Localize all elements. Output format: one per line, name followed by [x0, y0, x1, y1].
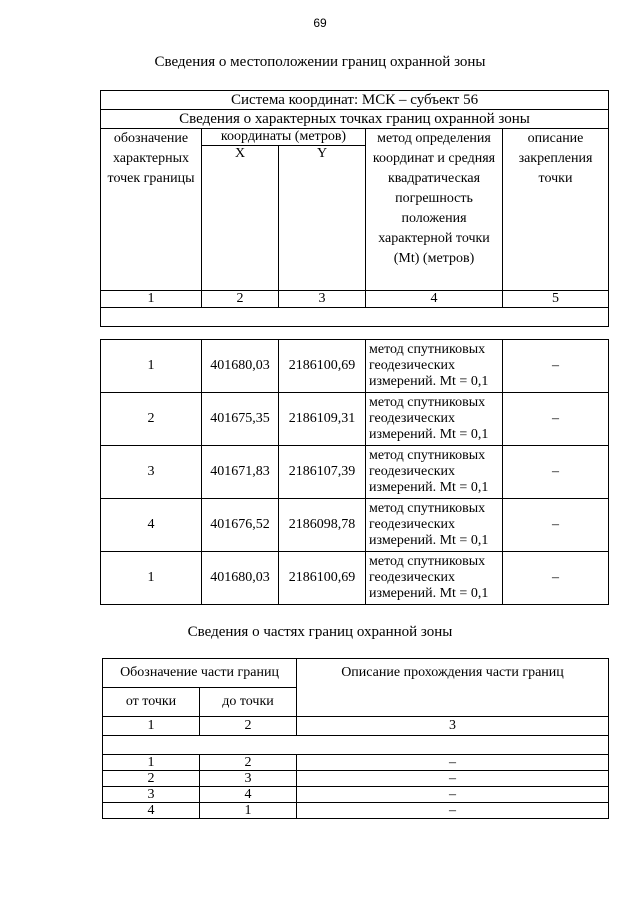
coord-y: 2186100,69	[279, 552, 366, 605]
table-row	[103, 803, 609, 819]
point-number: 2	[101, 393, 202, 446]
section-title-parts: Сведения о частях границ охранной зоны	[187, 624, 453, 640]
coord-y: 2186100,69	[279, 340, 366, 393]
spacer-row	[101, 308, 609, 327]
from-point: 1	[103, 755, 200, 771]
point-number: 1	[101, 552, 202, 605]
from-point: 4	[103, 803, 200, 819]
table-subtitle: Сведения о характерных точках границ охранной зоны	[101, 110, 609, 129]
coord-x: 401676,52	[202, 499, 279, 552]
header-y: Y	[279, 146, 366, 291]
col-number: 1	[103, 717, 200, 736]
header-point-designation: обозначение характерных точек границы	[101, 129, 202, 291]
to-point: 1	[200, 803, 297, 819]
method-text: метод спутниковых геодезических измерений. Mt = 0,1	[366, 499, 503, 552]
header-to-point: до точки	[200, 688, 297, 717]
col-number: 3	[279, 291, 366, 308]
header-from-point: от точки	[103, 688, 200, 717]
coordinates-table	[100, 90, 609, 605]
part-description: –	[297, 803, 609, 819]
coord-y: 2186109,31	[279, 393, 366, 446]
section-title-location: Сведения о местоположении границ охранной зоны	[154, 54, 486, 70]
header-method: метод определения координат и средняя квадратическая погрешность положения характерной точки (Mt) (метров)	[366, 129, 503, 291]
header-part-description: Описание прохождения части границ	[297, 659, 609, 717]
col-number: 1	[101, 291, 202, 308]
col-number: 2	[202, 291, 279, 308]
part-description: –	[297, 755, 609, 771]
col-number: 3	[297, 717, 609, 736]
from-point: 2	[103, 771, 200, 787]
table-row	[101, 446, 609, 499]
method-text: метод спутниковых геодезических измерений. Mt = 0,1	[366, 393, 503, 446]
to-point: 4	[200, 787, 297, 803]
table-row	[103, 755, 609, 771]
gap-row	[101, 327, 609, 340]
header-x: X	[202, 146, 279, 291]
point-description: –	[503, 446, 609, 499]
header-coordinates: координаты (метров)	[202, 129, 366, 146]
part-description: –	[297, 771, 609, 787]
col-number: 5	[503, 291, 609, 308]
point-number: 3	[101, 446, 202, 499]
col-number: 4	[366, 291, 503, 308]
coordinate-system: Система координат: МСК – субъект 56	[101, 91, 609, 110]
part-description: –	[297, 787, 609, 803]
table-row	[103, 787, 609, 803]
point-number: 1	[101, 340, 202, 393]
table-row	[101, 340, 609, 393]
header-part-designation: Обозначение части границ	[103, 659, 297, 688]
method-text: метод спутниковых геодезических измерений. Mt = 0,1	[366, 446, 503, 499]
point-description: –	[503, 340, 609, 393]
table-row	[103, 771, 609, 787]
point-description: –	[503, 393, 609, 446]
col-number: 2	[200, 717, 297, 736]
point-description: –	[503, 552, 609, 605]
header-description: описание закрепления точки	[503, 129, 609, 291]
point-description: –	[503, 499, 609, 552]
table-row	[101, 499, 609, 552]
coord-y: 2186107,39	[279, 446, 366, 499]
table-row	[101, 552, 609, 605]
from-point: 3	[103, 787, 200, 803]
point-number: 4	[101, 499, 202, 552]
page-number: 69	[313, 16, 327, 30]
method-text: метод спутниковых геодезических измерений. Mt = 0,1	[366, 340, 503, 393]
table-row	[101, 393, 609, 446]
method-text: метод спутниковых геодезических измерений. Mt = 0,1	[366, 552, 503, 605]
boundary-parts-table	[102, 658, 609, 819]
coord-x: 401680,03	[202, 340, 279, 393]
coord-y: 2186098,78	[279, 499, 366, 552]
coord-x: 401671,83	[202, 446, 279, 499]
coord-x: 401680,03	[202, 552, 279, 605]
to-point: 3	[200, 771, 297, 787]
coord-x: 401675,35	[202, 393, 279, 446]
to-point: 2	[200, 755, 297, 771]
spacer-row	[103, 736, 609, 755]
